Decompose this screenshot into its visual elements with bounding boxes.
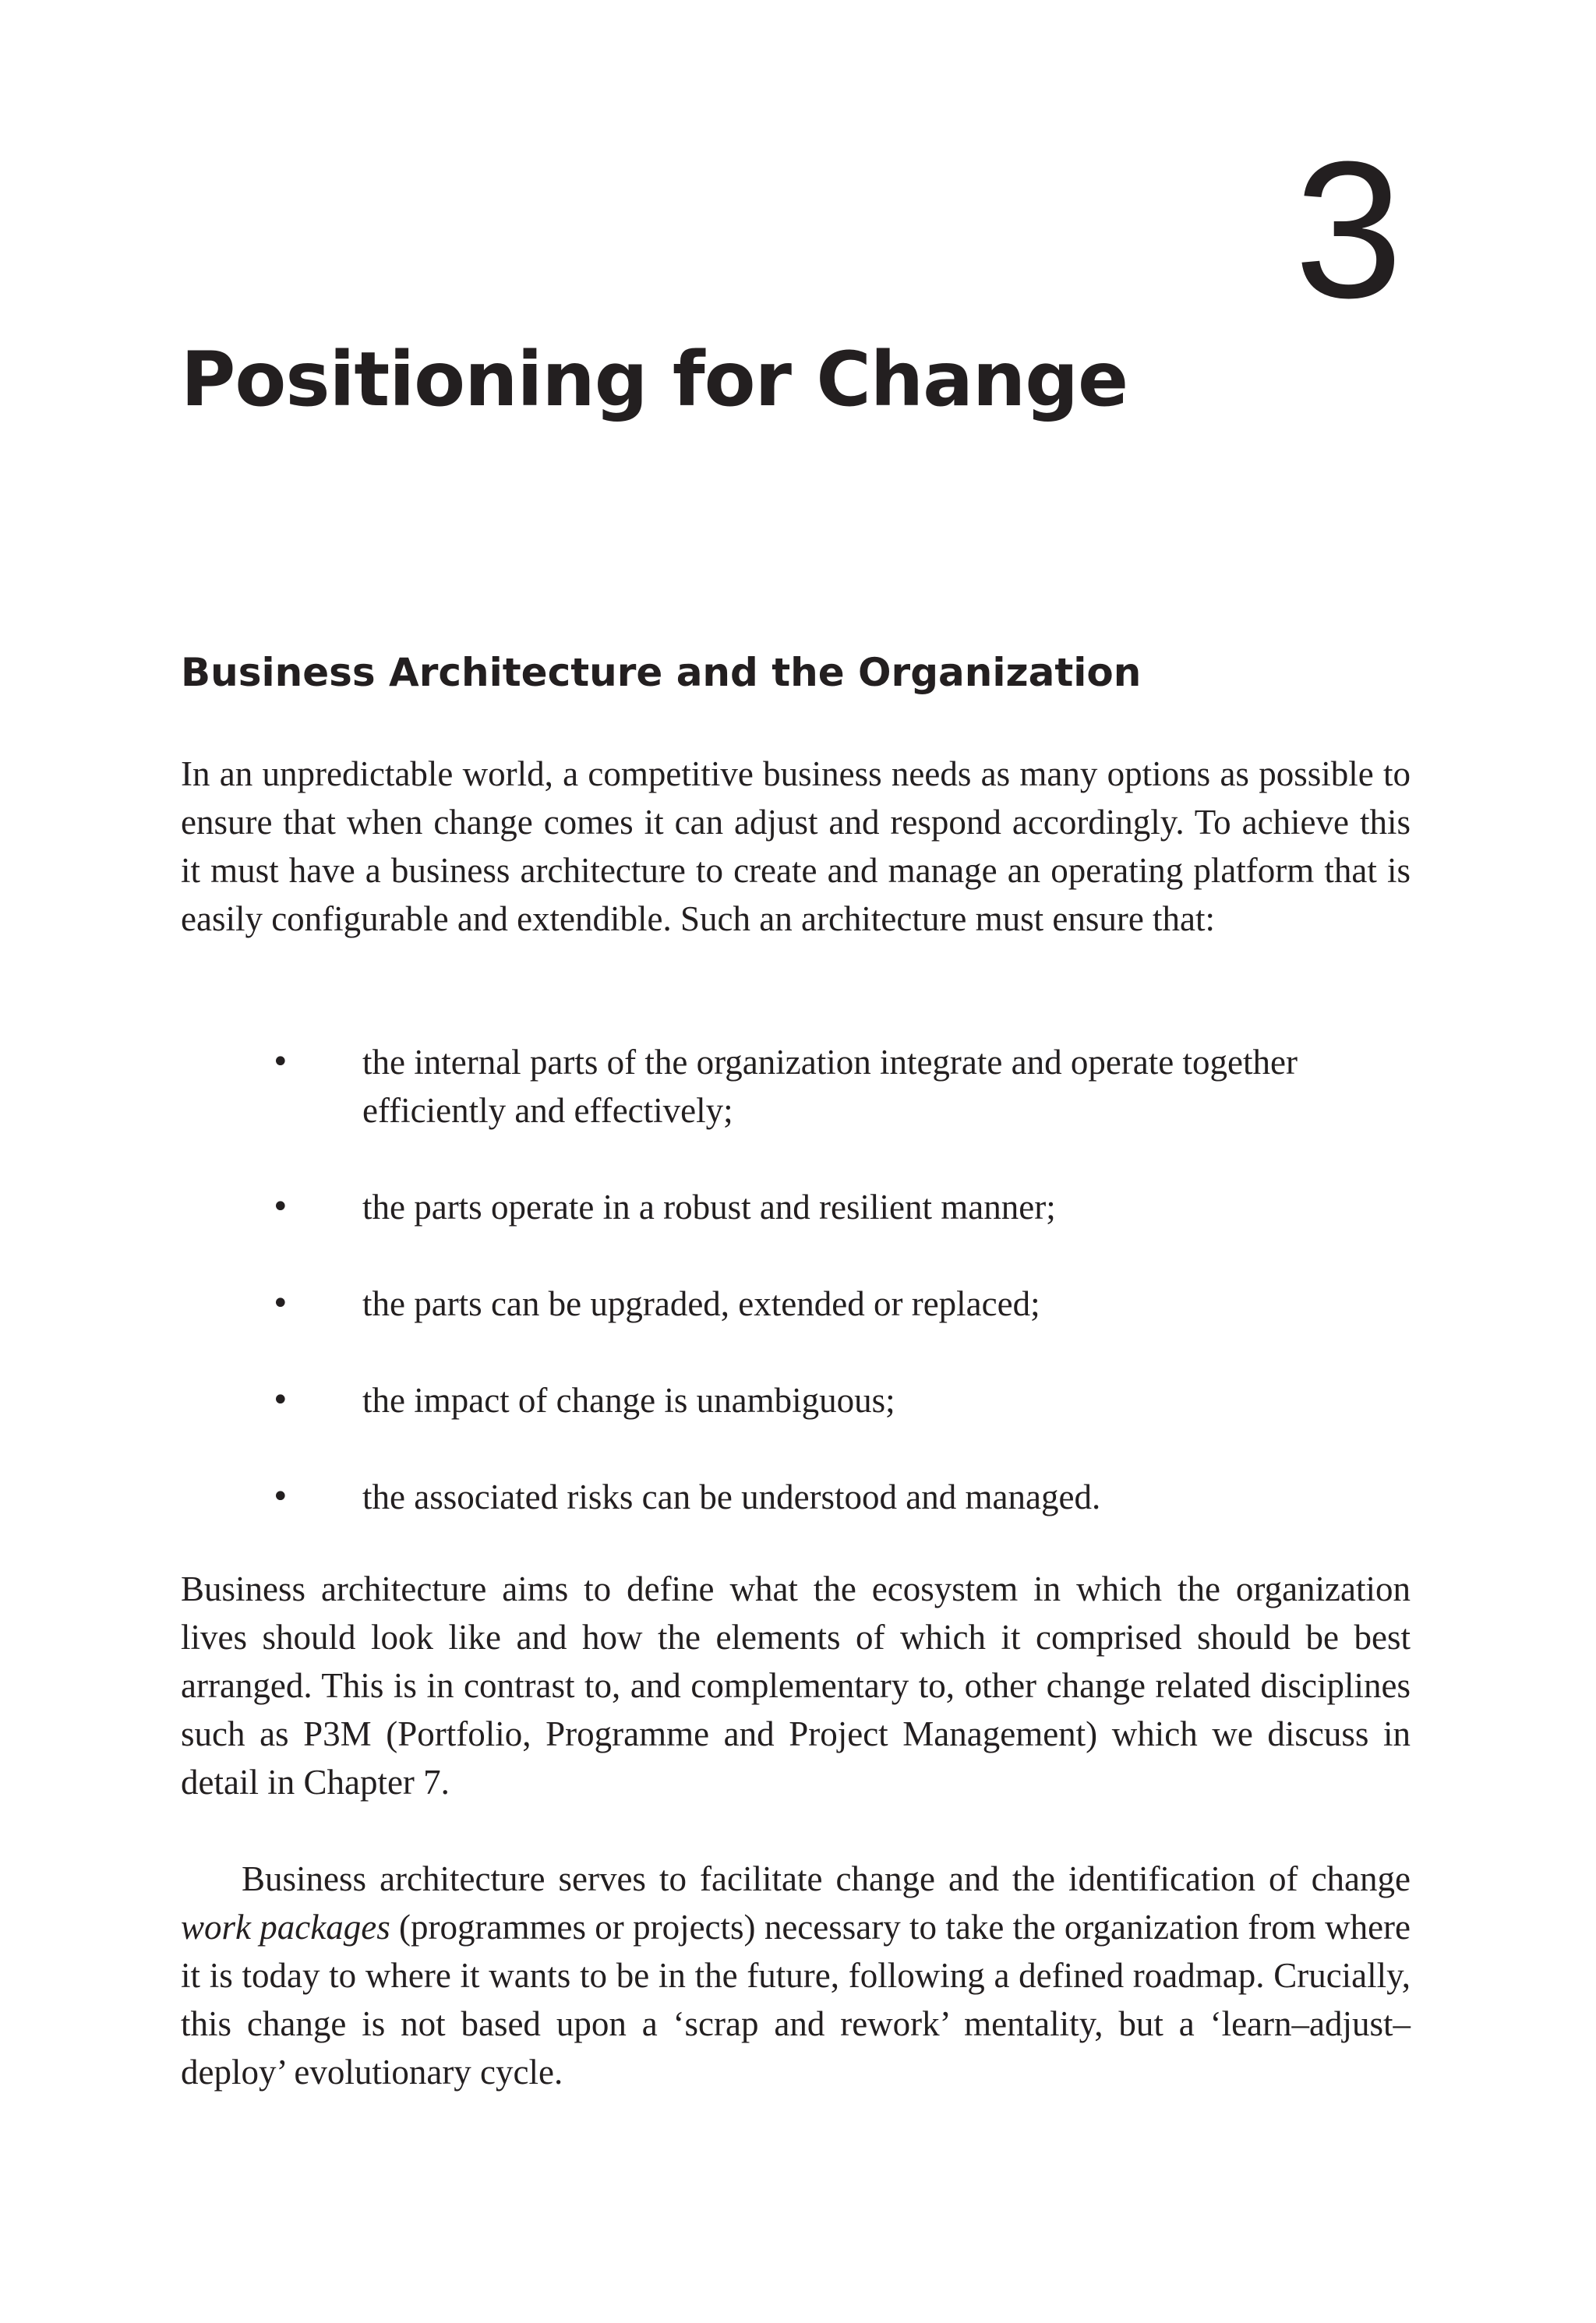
bullet-icon: •	[271, 1286, 290, 1322]
list-item	[181, 1376, 1411, 1425]
list-item	[181, 1183, 1411, 1231]
bullet-icon: •	[271, 1189, 290, 1225]
list-item-text: the internal parts of the organization integrate and operate together efficiently and effectively;	[362, 1043, 1298, 1130]
list-item	[181, 1280, 1411, 1328]
list-item	[181, 1038, 1411, 1135]
section-heading: Business Architecture and the Organization	[181, 650, 1142, 695]
bullet-icon: •	[271, 1479, 290, 1515]
paragraph-text-end: (programmes or projects) necessary to take the organization from where it is today to where it wants to be in the future, following a defined roadmap. Crucially, this change is not based upon a ‘scrap and rework’ mentality, but a ‘learn–adjust–deploy’ evolutionary cycle.	[181, 1908, 1411, 2092]
paragraph-change-facilitation	[181, 1855, 1411, 2096]
paragraph-definition: Business architecture aims to define what the ecosystem in which the organization lives should look like and how the elements of which it comprised should be best arranged. This is in contrast to, and complementary to, other change related disciplines such as P3M (Portfolio, Programme and Project Management) which we discuss in detail in Chapter 7.	[181, 1569, 1411, 1802]
paragraph-intro: In an unpredictable world, a competitive business needs as many options as possible to ensure that when change comes it can adjust and respond accordingly. To achieve this it must have a business architecture to create and manage an operating platform that is easily configurable and extendible. Such an architecture must ensure that:	[181, 754, 1411, 938]
list-item-text: the associated risks can be understood and managed.	[362, 1477, 1101, 1516]
emphasis-work-packages: work packages	[181, 1908, 390, 1947]
list-item-text: the parts can be upgraded, extended or replaced;	[362, 1284, 1040, 1323]
list-item-text: the impact of change is unambiguous;	[362, 1381, 895, 1420]
paragraph-text-start: Business architecture serves to facilitate change and the identification of change	[242, 1859, 1411, 1898]
bullet-icon: •	[271, 1382, 290, 1418]
bullet-icon: •	[271, 1044, 290, 1080]
list-item	[181, 1473, 1411, 1521]
chapter-number: 3	[1294, 121, 1403, 338]
chapter-title: Positioning for Change	[181, 336, 1128, 423]
requirements-list	[181, 1038, 1411, 1569]
list-item-text: the parts operate in a robust and resilient manner;	[362, 1188, 1056, 1227]
